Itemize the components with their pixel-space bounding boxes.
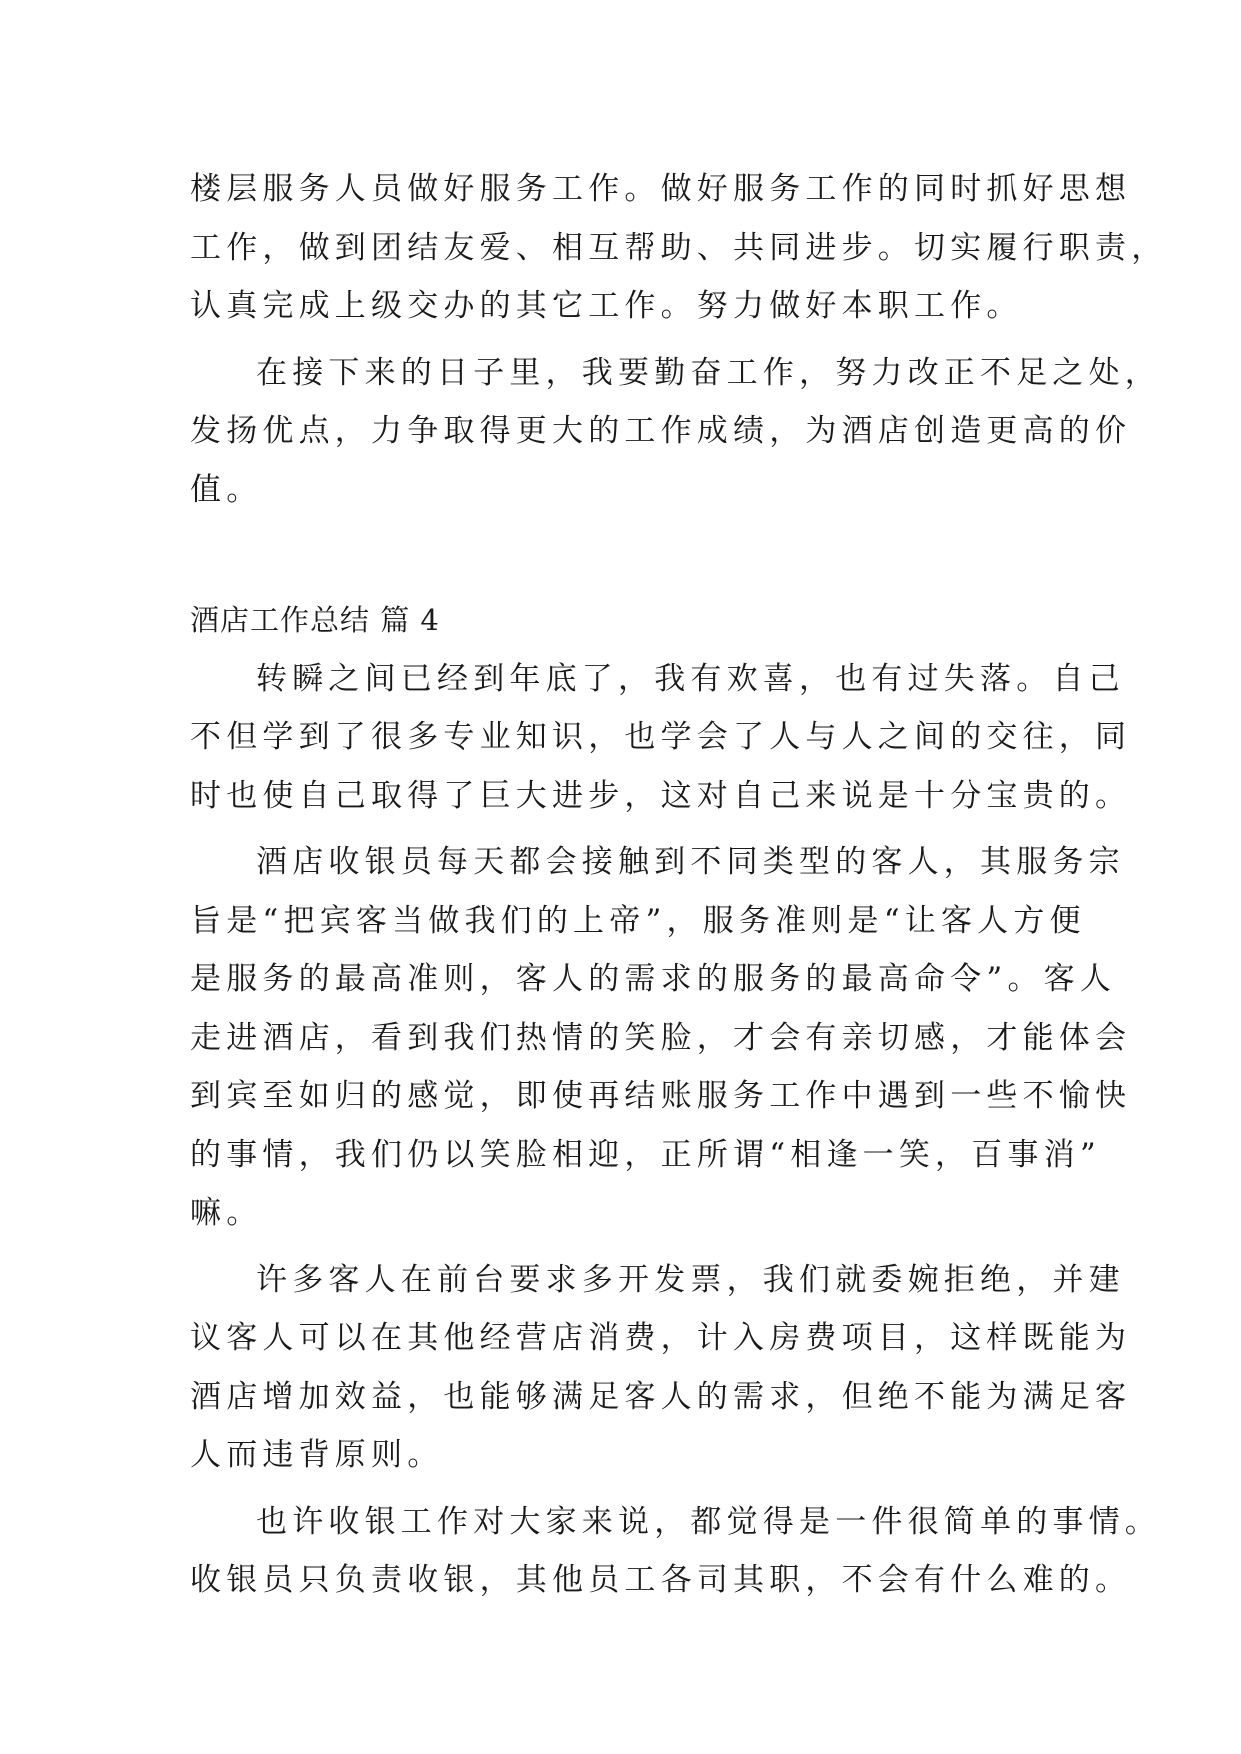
text-line: 议客人可以在其他经营店消费，计入房费项目，这样既能为	[190, 1320, 1132, 1356]
text-line: 人而违背原则。	[190, 1437, 444, 1473]
text-line: 到宾至如归的感觉，即使再结账服务工作中遇到一些不愉快	[190, 1078, 1132, 1114]
text-line: 是服务的最高准则，客人的需求的服务的最高命令”。客人	[190, 961, 1117, 997]
text-line: 楼层服务人员做好服务工作。做好服务工作的同时抓好思想	[190, 171, 1132, 207]
text-line: 发扬优点，力争取得更大的工作成绩，为酒店创造更高的价	[190, 413, 1132, 449]
text-line: 在接下来的日子里，我要勤奋工作，努力改正不足之处，	[256, 354, 1161, 391]
text-line: 旨是“把宾客当做我们的上帝”，服务准则是“让客人方便	[190, 902, 1086, 939]
text-line: 的事情，我们仍以笑脸相迎，正所谓“相逢一笑，百事消”	[190, 1136, 1101, 1173]
paragraph-1	[190, 650, 1132, 826]
paragraph-3	[190, 1251, 1132, 1485]
paragraph-4	[190, 1493, 1161, 1610]
text-line: 工作，做到团结友爱、相互帮助、共同进步。切实履行职责，	[190, 229, 1168, 266]
text-line: 许多客人在前台要求多开发票，我们就委婉拒绝，并建	[256, 1261, 1125, 1298]
text-line: 酒店收银员每天都会接触到不同类型的客人，其服务宗	[256, 844, 1125, 880]
text-line: 认真完成上级交办的其它工作。努力做好本职工作。	[190, 288, 1023, 324]
document-page	[190, 160, 1168, 1610]
paragraph-2	[190, 833, 1132, 1243]
section-heading: 酒店工作总结 篇 4	[190, 603, 440, 637]
text-line: 也许收银工作对大家来说，都觉得是一件很简单的事情。	[256, 1503, 1161, 1540]
text-line: 不但学到了很多专业知识，也学会了人与人之间的交往，同	[190, 719, 1132, 755]
text-line: 走进酒店，看到我们热情的笑脸，才会有亲切感，才能体会	[190, 1019, 1132, 1056]
text-line: 时也使自己取得了巨大进步，这对自己来说是十分宝贵的。	[190, 777, 1132, 814]
text-line: 酒店增加效益，也能够满足客人的需求，但绝不能为满足客	[190, 1378, 1132, 1415]
text-line: 转瞬之间已经到年底了，我有欢喜，也有过失落。自己	[256, 660, 1125, 697]
text-line: 嘛。	[190, 1195, 263, 1231]
paragraph-continued	[190, 160, 1168, 336]
paragraph-closing	[190, 344, 1161, 520]
text-line: 收银员只负责收银，其他员工各司其职，不会有什么难的。	[190, 1562, 1132, 1598]
text-line: 值。	[190, 471, 263, 508]
